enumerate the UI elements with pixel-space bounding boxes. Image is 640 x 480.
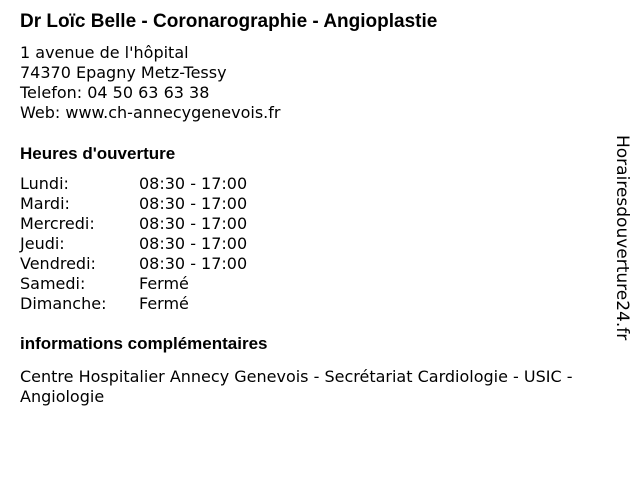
address-street: 1 avenue de l'hôpital [20, 43, 189, 62]
address-city: 74370 Epagny Metz-Tessy [20, 63, 227, 82]
address-phone: Telefon: 04 50 63 63 38 [20, 83, 210, 102]
hours-row [20, 194, 600, 214]
hours-time: 08:30 - 17:00 [139, 214, 248, 233]
hours-day: Samedi: [20, 274, 86, 293]
hours-time: 08:30 - 17:00 [139, 234, 248, 253]
hours-row [20, 254, 600, 274]
hours-time: 08:30 - 17:00 [139, 254, 248, 273]
hours-day: Vendredi: [20, 254, 96, 273]
hours-row [20, 174, 600, 194]
hours-day: Mardi: [20, 194, 70, 213]
hours-table [20, 174, 600, 314]
hours-row [20, 234, 600, 254]
hours-day: Dimanche: [20, 294, 107, 313]
info-text: Centre Hospitalier Annecy Genevois - Secrétariat Cardiologie - USIC - Angiologie [20, 367, 573, 406]
hours-day: Lundi: [20, 174, 69, 193]
page-content [20, 10, 600, 407]
hours-day: Mercredi: [20, 214, 95, 233]
hours-row [20, 214, 600, 234]
hours-time: Fermé [139, 294, 189, 313]
address-block [20, 43, 600, 123]
hours-day: Jeudi: [20, 234, 65, 253]
hours-time: 08:30 - 17:00 [139, 194, 248, 213]
info-heading: informations complémentaires [20, 334, 268, 353]
site-watermark: Horairesdouverture24.fr [612, 135, 632, 341]
hours-row [20, 294, 600, 314]
hours-time: Fermé [139, 274, 189, 293]
hours-time: 08:30 - 17:00 [139, 174, 248, 193]
address-web: Web: www.ch-annecygenevois.fr [20, 103, 281, 122]
page-title: Dr Loïc Belle - Coronarographie - Angioplastie [20, 11, 438, 32]
hours-heading: Heures d'ouverture [20, 144, 176, 163]
hours-row [20, 274, 600, 294]
